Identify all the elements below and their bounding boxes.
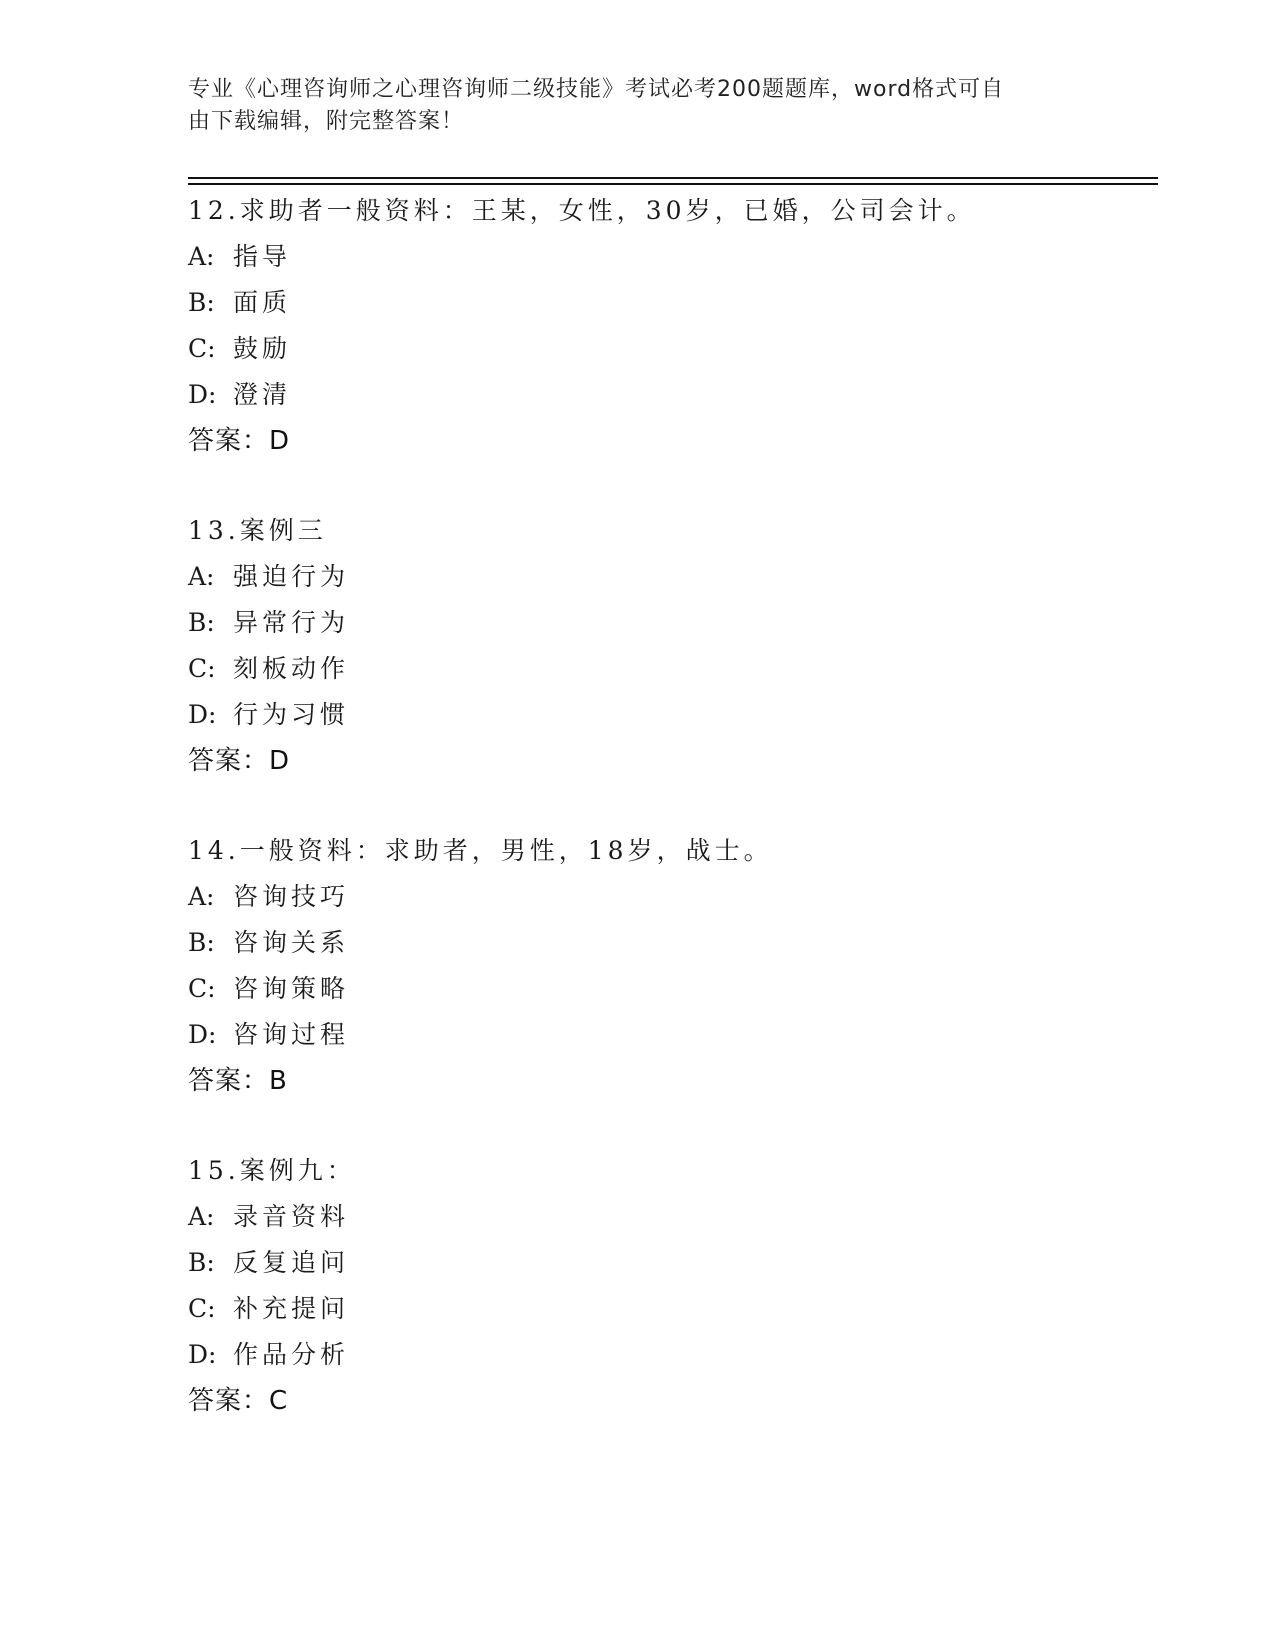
option-text: 录音资料 [233,1202,350,1231]
header-line-1: 专业《心理咨询师之心理咨询师二级技能》考试必考200题题库，word格式可自 [188,77,1005,102]
option-b [188,280,1158,326]
option-text: 咨询过程 [233,1020,350,1049]
option-text: 咨询关系 [233,928,350,957]
option-letter: B: [188,608,215,637]
option-text: 反复追问 [233,1248,350,1277]
option-letter: B: [188,288,215,317]
option-text: 补充提问 [233,1294,350,1323]
option-letter: C: [188,1294,216,1323]
option-c [188,966,1158,1012]
option-d [188,1332,1158,1378]
option-letter: C: [188,974,216,1003]
document-header [188,74,1068,138]
option-d [188,692,1158,738]
question-14 [188,828,1158,1104]
answer-line: 答案：C [188,1386,289,1416]
option-letter: B: [188,928,215,957]
option-letter: A: [188,562,215,591]
option-text: 刻板动作 [233,654,350,683]
question-stem: 13.案例三 [188,516,327,545]
option-b [188,920,1158,966]
answer-line: 答案：D [188,746,291,776]
question-stem: 14.一般资料：求助者，男性，18岁，战士。 [188,836,773,865]
option-letter: A: [188,1202,215,1231]
question-15 [188,1148,1158,1424]
option-letter: D: [188,1020,217,1049]
header-line-2: 由下载编辑，附完整答案！ [188,109,465,134]
question-13 [188,508,1158,784]
option-a [188,554,1158,600]
option-b [188,600,1158,646]
option-b [188,1240,1158,1286]
option-letter: D: [188,380,217,409]
option-letter: B: [188,1248,215,1277]
option-c [188,646,1158,692]
option-c [188,1286,1158,1332]
option-text: 行为习惯 [233,700,350,729]
option-letter: A: [188,882,215,911]
option-text: 澄清 [233,380,292,409]
option-letter: D: [188,700,217,729]
question-stem: 15.案例九： [188,1156,356,1185]
option-a [188,874,1158,920]
header-divider-bottom [188,183,1158,185]
option-text: 作品分析 [233,1340,350,1369]
question-list [188,188,1158,1468]
question-stem: 12.求助者一般资料：王某，女性，30岁，已婚，公司会计。 [188,196,976,225]
answer-line: 答案：B [188,1066,288,1096]
answer-line: 答案：D [188,426,291,456]
option-text: 异常行为 [233,608,350,637]
option-d [188,1012,1158,1058]
option-text: 指导 [233,242,292,271]
question-12 [188,188,1158,464]
option-letter: A: [188,242,215,271]
option-d [188,372,1158,418]
option-text: 鼓励 [233,334,292,363]
option-letter: C: [188,334,216,363]
option-text: 强迫行为 [233,562,350,591]
header-divider-top [188,177,1158,179]
option-a [188,234,1158,280]
option-text: 面质 [233,288,292,317]
option-text: 咨询策略 [233,974,350,1003]
option-text: 咨询技巧 [233,882,350,911]
option-letter: D: [188,1340,217,1369]
option-c [188,326,1158,372]
option-a [188,1194,1158,1240]
option-letter: C: [188,654,216,683]
